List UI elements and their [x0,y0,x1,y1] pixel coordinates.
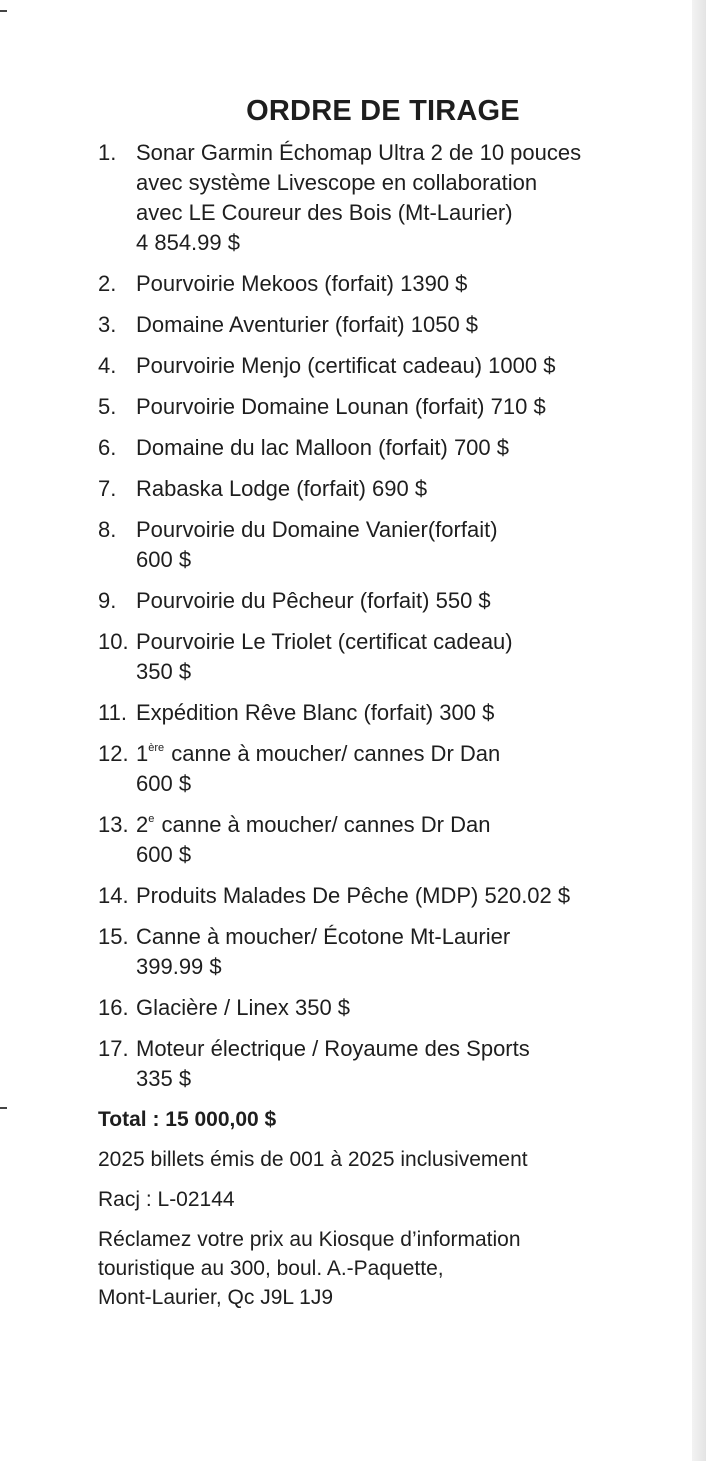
prize-ordinal: 1 [136,741,149,766]
page-edge-shadow [692,0,706,1461]
prize-amount: 1000 $ [488,353,556,378]
prize-amount: 399.99 $ [136,954,222,979]
prize-item-3 [98,310,638,340]
prize-amount: 690 $ [372,476,428,501]
prize-description: Pourvoirie du Pêcheur (forfait) [136,588,430,613]
prize-amount: 350 $ [294,995,351,1020]
prize-number: 4. [98,353,117,378]
prize-number: 2. [98,271,117,296]
claim-instructions [98,1225,638,1312]
prize-description: Pourvoirie Le Triolet (certificat cadeau) [136,629,513,654]
prize-number: 12. [98,741,129,766]
edge-mark [0,10,7,12]
prize-item-8 [98,515,638,575]
prize-description: Pourvoirie du Domaine Vanier(forfait) [136,517,498,542]
prize-amount: 550 $ [435,588,491,613]
prize-description: Rabaska Lodge (forfait) [136,476,366,501]
prize-description-line: avec système Livescope en collaboration [136,170,538,195]
prize-description: Pourvoirie Mekoos (forfait) [136,271,394,296]
draw-order-document [98,92,638,1312]
prize-description: Expédition Rêve Blanc (forfait) [136,700,434,725]
prize-number: 1. [98,140,117,165]
prize-number: 10. [98,629,129,654]
claim-line: touristique au 300, boul. A.-Paquette, [98,1257,444,1280]
total-amount: Total : 15 000,00 $ [98,1108,277,1131]
prize-item-4 [98,351,638,381]
prize-description: Domaine du lac Malloon (forfait) [136,435,448,460]
prize-item-7 [98,474,638,504]
prize-description: Pourvoirie Menjo (certificat cadeau) [136,353,483,378]
prize-amount: 700 $ [453,435,509,460]
prize-amount: 335 $ [136,1066,192,1091]
prize-amount: 300 $ [439,700,495,725]
prize-amount: 520.02 $ [484,883,571,908]
prize-description: Moteur électrique / Royaume des Sports [136,1036,530,1061]
prize-item-9 [98,586,638,616]
prize-number: 6. [98,435,117,460]
page-title: ORDRE DE TIRAGE [246,95,520,127]
prize-description-line: Sonar Garmin Échomap Ultra 2 de 10 pouces [136,140,582,165]
prize-description: canne à moucher/ cannes Dr Dan [171,741,501,766]
prize-amount: 1050 $ [410,312,479,337]
prize-number: 8. [98,517,117,542]
prize-number: 17. [98,1036,129,1061]
prize-number: 5. [98,394,117,419]
prize-ordinal: 2 [136,812,149,837]
prize-amount: 600 $ [136,842,192,867]
prize-description-line: avec LE Coureur des Bois (Mt-Laurier) [136,200,513,225]
edge-mark [0,1107,7,1109]
prize-number: 14. [98,883,129,908]
prize-item-14 [98,881,638,911]
racj-license: Racj : L-02144 [98,1188,235,1211]
prize-item-10 [98,627,638,687]
prize-number: 9. [98,588,117,613]
prize-item-2 [98,269,638,299]
prize-description: Pourvoirie Domaine Lounan (forfait) [136,394,485,419]
prize-amount: 350 $ [136,659,192,684]
prize-description: Domaine Aventurier (forfait) [136,312,405,337]
prize-number: 16. [98,995,129,1020]
prize-amount: 600 $ [136,547,192,572]
prize-number: 15. [98,924,129,949]
prize-description: Produits Malades De Pêche (MDP) [136,883,479,908]
prize-item-12 [98,739,638,799]
prize-item-6 [98,433,638,463]
prize-ordinal-suffix: e [148,812,155,825]
tickets-issued-text: 2025 billets émis de 001 à 2025 inclusivement [98,1148,528,1171]
prize-number: 7. [98,476,117,501]
prize-amount: 1390 $ [400,271,468,296]
prize-item-15 [98,922,638,982]
prize-amount: 4 854.99 $ [136,230,240,255]
prize-amount: 710 $ [490,394,546,419]
prize-item-11 [98,698,638,728]
prize-description: Canne à moucher/ Écotone Mt-Laurier [136,924,511,949]
prize-ordinal-suffix: ère [148,741,165,754]
prize-item-17 [98,1034,638,1094]
prize-item-16 [98,993,638,1023]
prize-item-5 [98,392,638,422]
prize-amount: 600 $ [136,771,192,796]
claim-line: Réclamez votre prix au Kiosque d’information [98,1228,521,1251]
prize-number: 13. [98,812,129,837]
prize-item-1 [98,138,638,258]
prize-number: 3. [98,312,117,337]
prize-description: Glacière / Linex [136,995,289,1020]
prize-list [98,138,638,1094]
prize-description: canne à moucher/ cannes Dr Dan [161,812,491,837]
claim-line: Mont-Laurier, Qc J9L 1J9 [98,1286,333,1309]
prize-number: 11. [98,700,127,725]
prize-item-13 [98,810,638,870]
